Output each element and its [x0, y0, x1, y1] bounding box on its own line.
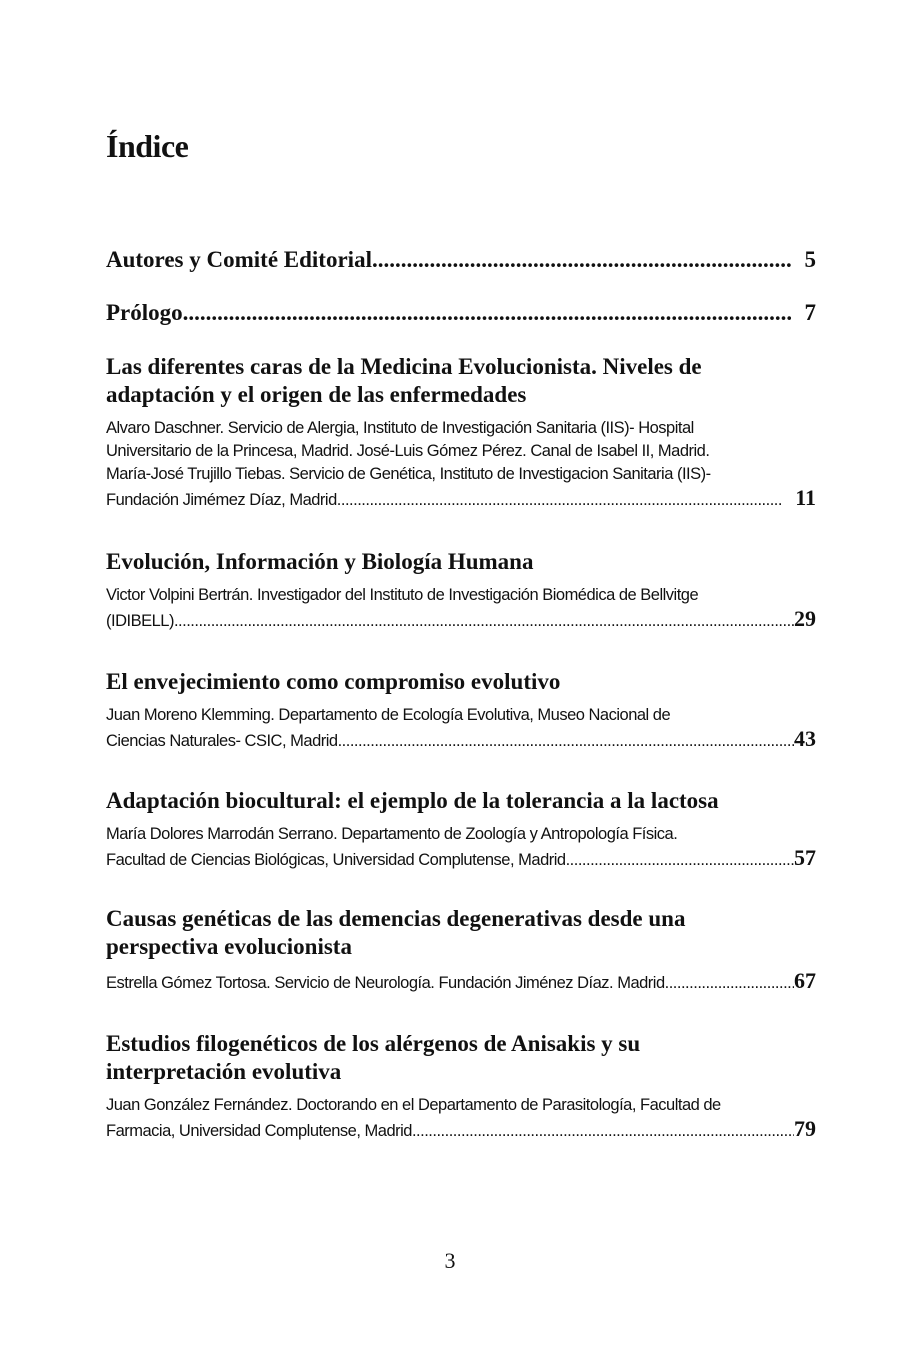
- author-line: Universitario de la Princesa, Madrid. José-Luis Gómez Pérez. Canal de Isabel II, Madrid.: [106, 442, 710, 460]
- chapter-page: 79: [794, 1117, 816, 1141]
- author-line: (IDIBELL): [106, 612, 174, 630]
- toc-entry-page: 7: [804, 300, 816, 325]
- toc-chapter-4[interactable]: [106, 787, 816, 872]
- author-line: María Dolores Marrodán Serrano. Departamento de Zoología y Antropología Física.: [106, 825, 678, 843]
- chapter-title: [106, 787, 816, 815]
- author-line: Victor Volpini Bertrán. Investigador del Instituto de Investigación Biomédica de Bellvitge: [106, 586, 699, 604]
- chapter-title: [106, 668, 816, 696]
- toc-entry-label: Prólogo: [106, 300, 183, 325]
- toc-entry-label: Autores y Comité Editorial: [106, 247, 372, 272]
- chapter-title-line: perspectiva evolucionista: [106, 934, 352, 959]
- page-title: Índice: [106, 128, 189, 164]
- chapter-page: 43: [794, 727, 816, 751]
- chapter-title-line: Las diferentes caras de la Medicina Evolucionista. Niveles de: [106, 354, 702, 379]
- author-line: Fundación Jimémez Díaz, Madrid.: [106, 491, 341, 509]
- chapter-page: 11: [795, 486, 816, 510]
- leader-dots: [341, 489, 781, 512]
- author-line: Estrella Gómez Tortosa. Servicio de Neurología. Fundación Jiménez Díaz. Madrid: [106, 974, 665, 992]
- author-line: María-José Trujillo Tiebas. Servicio de Genética, Instituto de Investigacion Sanitaria (IIS)-: [106, 465, 711, 483]
- toc-entry-prologo[interactable]: [106, 299, 816, 327]
- leader-dots: [665, 972, 794, 995]
- chapter-title-line: adaptación y el origen de las enfermedades: [106, 382, 527, 407]
- author-line: Juan González Fernández. Doctorando en el Departamento de Parasitología, Facultad de: [106, 1096, 721, 1114]
- toc-chapter-6[interactable]: [106, 1030, 816, 1143]
- chapter-title-line: Evolución, Información y Biología Humana: [106, 549, 534, 574]
- chapter-title-line: El envejecimiento como compromiso evolutivo: [106, 669, 561, 694]
- toc-chapter-1[interactable]: [106, 353, 816, 512]
- toc-chapter-2[interactable]: [106, 548, 816, 633]
- leader-dots: [174, 610, 794, 633]
- chapter-page: 67: [794, 969, 816, 993]
- chapter-authors: [106, 1094, 816, 1143]
- chapter-authors: [106, 584, 816, 633]
- leader-dots: [412, 1120, 794, 1143]
- toc-chapter-3[interactable]: [106, 668, 816, 753]
- chapter-title-line: Estudios filogenéticos de los alérgenos de Anisakis y su: [106, 1031, 641, 1056]
- chapter-title-line: Adaptación biocultural: el ejemplo de la tolerancia a la lactosa: [106, 788, 719, 813]
- chapter-authors: [106, 823, 816, 872]
- chapter-title: [106, 905, 816, 961]
- author-line: Farmacia, Universidad Complutense, Madrid: [106, 1122, 412, 1140]
- chapter-authors: [106, 417, 816, 512]
- author-line: Alvaro Daschner. Servicio de Alergia, Instituto de Investigación Sanitaria (IIS)- Hospital: [106, 419, 694, 437]
- leader-dots: [566, 849, 794, 872]
- chapter-authors: [106, 704, 816, 753]
- chapter-title-line: interpretación evolutiva: [106, 1059, 342, 1084]
- toc-chapter-5[interactable]: [106, 905, 816, 995]
- chapter-title-line: Causas genéticas de las demencias degenerativas desde una: [106, 906, 686, 931]
- chapter-title: [106, 353, 816, 409]
- chapter-title: [106, 1030, 816, 1086]
- chapter-page: 29: [794, 607, 816, 631]
- page-number: 3: [444, 1248, 456, 1273]
- chapter-authors: [106, 969, 816, 995]
- toc-entry-page: 5: [804, 247, 816, 272]
- author-line: Juan Moreno Klemming. Departamento de Ecología Evolutiva, Museo Nacional de: [106, 706, 671, 724]
- author-line: Ciencias Naturales- CSIC, Madrid: [106, 732, 338, 750]
- leader-dots: [372, 246, 791, 274]
- leader-dots: [338, 730, 794, 753]
- toc-entry-autores[interactable]: [106, 246, 816, 274]
- leader-dots: [183, 299, 791, 327]
- chapter-page: 57: [794, 846, 816, 870]
- chapter-title: [106, 548, 816, 576]
- author-line: Facultad de Ciencias Biológicas, Universidad Complutense, Madrid: [106, 851, 566, 869]
